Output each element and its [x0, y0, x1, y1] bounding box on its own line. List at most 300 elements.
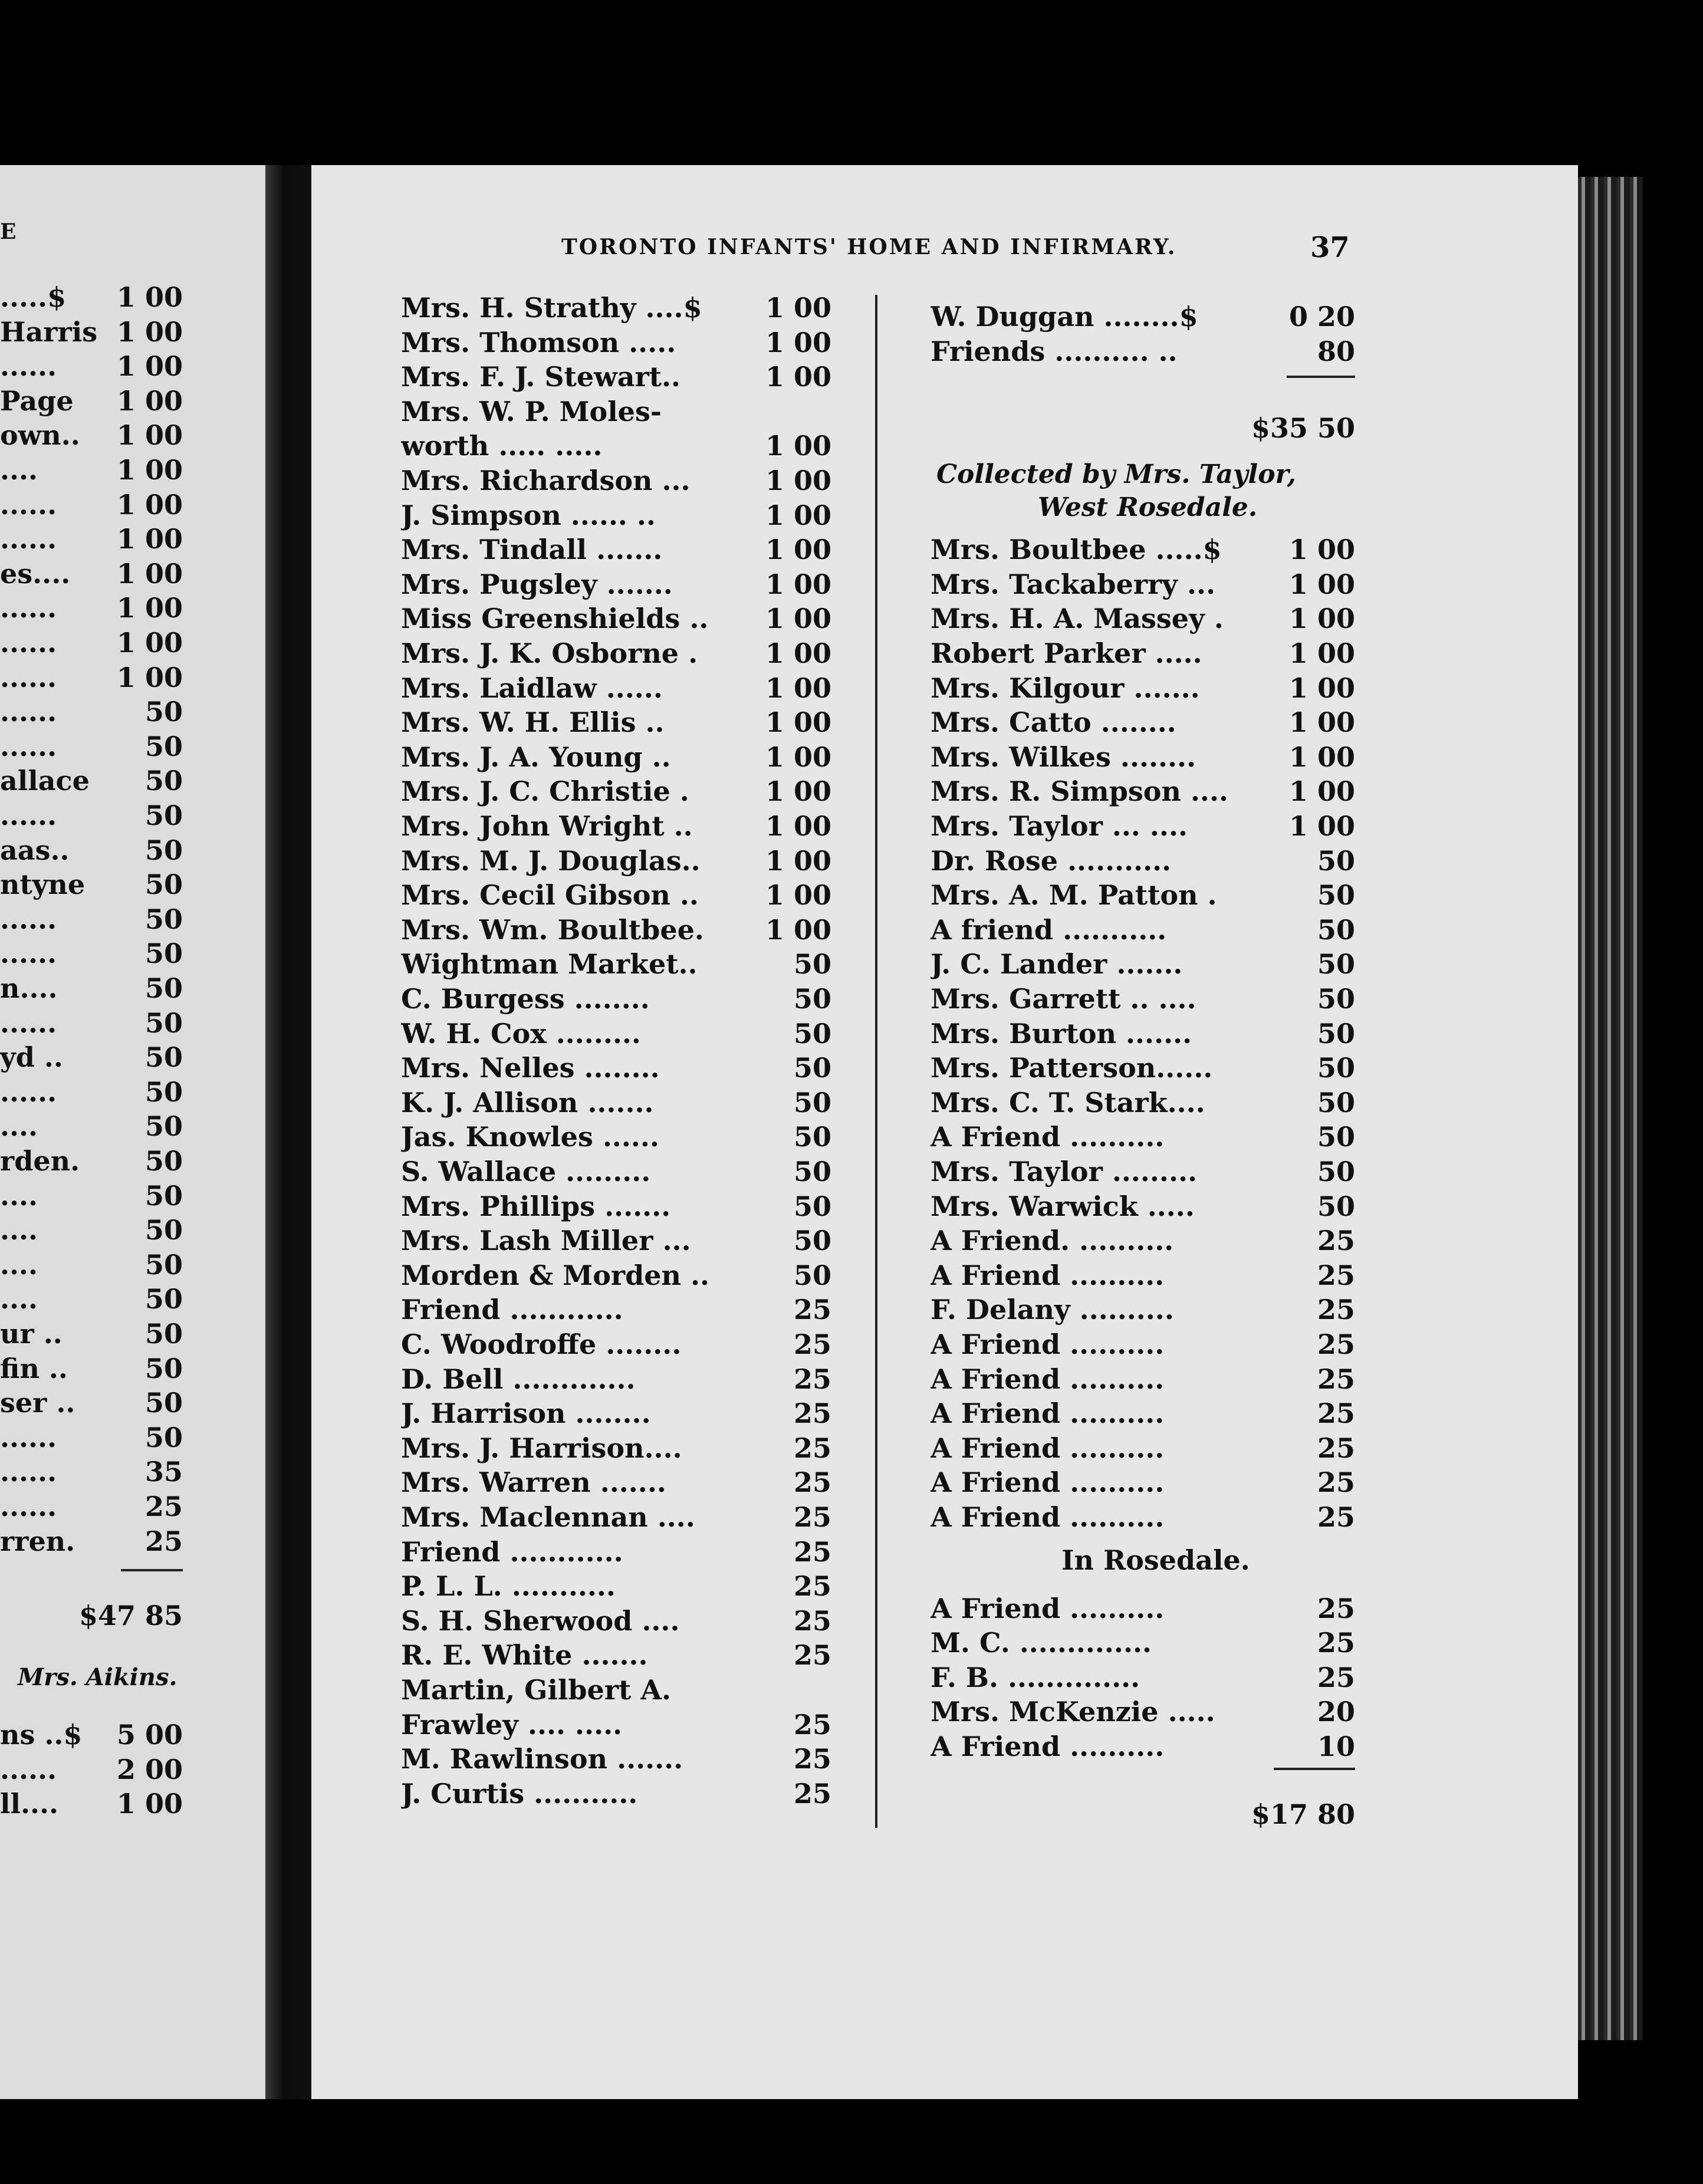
- donation-amount: 1 00: [765, 775, 831, 808]
- left-page-row: [0, 280, 183, 314]
- donation-amount: 1 00: [765, 603, 831, 635]
- donation-amount: 50: [144, 1387, 183, 1419]
- donor-name: fin ..: [0, 1352, 68, 1384]
- donor-name: S. Wallace .........: [401, 1156, 651, 1188]
- donor-row: [401, 360, 831, 394]
- donor-name: Mrs. C. T. Stark....: [931, 1086, 1205, 1119]
- donor-name: Mrs. Richardson ...: [401, 465, 691, 496]
- donor-name: W. H. Cox .........: [401, 1017, 641, 1050]
- donation-amount: 1 00: [1288, 672, 1355, 704]
- donor-name: J. Simpson ...... ..: [401, 499, 656, 531]
- donation-amount: 50: [144, 938, 183, 970]
- donor-name: ......: [0, 1491, 57, 1522]
- donation-amount: 1 00: [116, 350, 183, 383]
- donor-row: [931, 913, 1355, 947]
- donation-amount: 1 00: [765, 430, 831, 462]
- donation-amount: 25: [793, 1535, 831, 1568]
- donation-amount: 50: [144, 1421, 183, 1453]
- left-page-row: [0, 660, 183, 695]
- donation-amount: 50: [793, 1225, 831, 1257]
- donor-name: Robert Parker .....: [931, 637, 1202, 669]
- donation-amount: 1 00: [1288, 775, 1355, 808]
- donor-name: F. Delany ..........: [931, 1294, 1174, 1326]
- donor-row: [401, 567, 831, 601]
- left-page-row: [0, 1317, 183, 1351]
- left-page-row: [0, 1787, 183, 1821]
- donor-row: [931, 878, 1355, 912]
- donor-row: [931, 1120, 1355, 1154]
- donor-name: K. J. Allison .......: [401, 1086, 654, 1119]
- donation-amount: 50: [793, 1086, 831, 1119]
- donor-row: [401, 844, 831, 878]
- donor-name: rren.: [0, 1525, 75, 1557]
- donation-amount: 1 00: [765, 361, 831, 393]
- donor-row: [401, 1742, 831, 1776]
- donation-amount: 50: [144, 696, 183, 728]
- donation-amount: 50: [1317, 948, 1355, 981]
- donor-name: Mrs. Pugsley .......: [401, 568, 673, 600]
- donor-name: Mrs. Nelles ........: [401, 1052, 660, 1084]
- donor-name: Page: [0, 384, 74, 417]
- donation-amount: 50: [793, 1121, 831, 1153]
- donor-name: Morden & Morden ..: [401, 1259, 710, 1291]
- column-2-top-total: [931, 411, 1355, 445]
- left-page-row: [0, 349, 183, 383]
- left-page-total: [0, 1598, 183, 1633]
- donation-amount: 25: [1317, 1294, 1355, 1326]
- donor-row: [401, 1189, 831, 1223]
- donation-amount: $35 50: [1251, 412, 1355, 445]
- donor-name: Mrs. M. J. Douglas..: [401, 844, 701, 877]
- donor-row: [931, 1396, 1355, 1430]
- donor-name: ....: [0, 1179, 38, 1212]
- donor-row: [401, 1708, 831, 1742]
- donor-row: [401, 1258, 831, 1292]
- donor-row: [401, 1155, 831, 1189]
- donor-row: [931, 774, 1355, 808]
- donor-name: A Friend. ..........: [931, 1225, 1174, 1257]
- donor-row: [931, 947, 1355, 981]
- donor-row: [401, 1500, 831, 1534]
- donor-name: ......: [0, 1075, 57, 1108]
- donor-row: [931, 1258, 1355, 1292]
- donor-name: C. Burgess ........: [401, 983, 650, 1015]
- donation-amount: 1 00: [116, 592, 183, 624]
- donor-name: P. L. L. ...........: [401, 1570, 616, 1603]
- donation-amount: 25: [793, 1397, 831, 1430]
- donation-amount: 1 00: [765, 844, 831, 877]
- donation-amount: 50: [144, 1214, 183, 1246]
- donor-row: [931, 1223, 1355, 1258]
- donor-name: yd ..: [0, 1041, 63, 1074]
- donation-amount: 1 00: [116, 523, 183, 555]
- left-page-row: [0, 522, 183, 556]
- donor-name: Mrs. H. Strathy ....$: [401, 292, 702, 324]
- donation-amount: 25: [144, 1525, 183, 1557]
- donation-amount: 25: [1317, 1466, 1355, 1499]
- left-page-row: [0, 867, 183, 902]
- donation-amount: 25: [1317, 1397, 1355, 1430]
- donor-name: Mrs. A. M. Patton .: [931, 879, 1217, 912]
- donor-row: [931, 1626, 1355, 1660]
- donor-name: Mrs. McKenzie .....: [931, 1696, 1215, 1728]
- donor-name: Mrs. Taylor ... ....: [931, 810, 1188, 842]
- donor-name: Dr. Rose ...........: [931, 844, 1172, 877]
- donor-row: [401, 1569, 831, 1603]
- donation-amount: 10: [1317, 1731, 1355, 1762]
- donor-row: [931, 1591, 1355, 1626]
- donation-amount: 1 00: [116, 1788, 183, 1820]
- donor-name: S. H. Sherwood ....: [401, 1604, 680, 1637]
- left-page-row: [0, 557, 183, 591]
- donor-name: Mrs. J. A. Young ..: [401, 741, 671, 773]
- left-page-row: [0, 936, 183, 971]
- donation-amount: 50: [144, 1041, 183, 1074]
- donor-name: ....: [0, 1283, 38, 1315]
- donation-amount: 25: [793, 1501, 831, 1533]
- donation-amount: 1 00: [116, 454, 183, 486]
- donation-amount: 50: [144, 765, 183, 797]
- donor-row: [401, 1223, 831, 1258]
- donor-row: [401, 1120, 831, 1154]
- donation-amount: 1 00: [765, 568, 831, 600]
- donation-amount: 1 00: [116, 661, 183, 693]
- donor-name: Friend ............: [401, 1535, 623, 1568]
- donation-amount: 50: [1317, 913, 1355, 946]
- donor-row: [931, 1695, 1355, 1729]
- donor-row: [931, 1362, 1355, 1396]
- donor-name: Harris: [0, 315, 98, 348]
- donor-name: ......: [0, 730, 57, 762]
- donor-name: Mrs. Kilgour .......: [931, 672, 1200, 704]
- donor-row: [931, 671, 1355, 705]
- donor-name: Mrs. Wilkes ........: [931, 741, 1196, 773]
- donation-amount: $17 80: [1251, 1798, 1355, 1830]
- donation-amount: 1 00: [1288, 637, 1355, 669]
- left-total-rule: [121, 1569, 183, 1571]
- donor-row: [931, 1086, 1355, 1120]
- donor-name: ur ..: [0, 1318, 63, 1350]
- donation-amount: 1 00: [765, 672, 831, 704]
- donor-name: Mrs. Maclennan ....: [401, 1501, 695, 1533]
- donor-name: A Friend ..........: [931, 1397, 1165, 1430]
- donor-name: Mrs. Catto ........: [931, 706, 1176, 739]
- donor-name: rden.: [0, 1145, 80, 1177]
- donor-name: worth ..... .....: [401, 430, 603, 462]
- donation-amount: 50: [144, 972, 183, 1004]
- left-page-row: [0, 764, 183, 798]
- donor-row: [401, 1086, 831, 1120]
- donation-amount: 25: [1317, 1592, 1355, 1624]
- donation-amount: 50: [144, 1075, 183, 1108]
- donation-amount: 50: [144, 1352, 183, 1384]
- donation-amount: 25: [793, 1604, 831, 1637]
- section-heading-in-rosedale: In Rosedale.: [1061, 1544, 1250, 1576]
- donation-amount: 1 00: [1288, 741, 1355, 773]
- donation-amount: 1 00: [1288, 706, 1355, 739]
- donation-amount: 25: [793, 1743, 831, 1775]
- donor-name: Mrs. J. K. Osborne .: [401, 637, 698, 669]
- donation-amount: 25: [1317, 1627, 1355, 1659]
- left-page-row: [0, 729, 183, 764]
- donor-row: [401, 429, 831, 463]
- donor-row: [931, 1155, 1355, 1189]
- donor-row: [401, 1051, 831, 1085]
- left-page-row: [0, 1144, 183, 1178]
- donor-name: M. Rawlinson .......: [401, 1743, 683, 1775]
- donor-name: ......: [0, 696, 57, 728]
- donation-amount: 50: [1317, 1086, 1355, 1119]
- donation-amount: 50: [1317, 1052, 1355, 1084]
- donor-name: Mrs. Warwick .....: [931, 1190, 1195, 1222]
- donor-name: A Friend ..........: [931, 1328, 1165, 1360]
- donation-amount: 50: [144, 1283, 183, 1315]
- donation-amount: 1 00: [116, 627, 183, 659]
- donor-row: [931, 1500, 1355, 1534]
- donor-name: Friend ............: [401, 1294, 623, 1326]
- left-page-row: [0, 1718, 183, 1752]
- left-page-row: [0, 1524, 183, 1558]
- donor-name: ns ..$: [0, 1719, 83, 1751]
- page-header-title: TORONTO INFANTS' HOME AND INFIRMARY.: [561, 235, 1177, 259]
- donation-amount: 50: [1317, 1156, 1355, 1188]
- donation-amount: 25: [793, 1294, 831, 1326]
- donor-name: Mrs. Boultbee .....$: [931, 534, 1222, 566]
- donor-name: A Friend ..........: [931, 1466, 1165, 1499]
- donation-amount: 1 00: [765, 499, 831, 531]
- left-page-row: [0, 1386, 183, 1420]
- donor-name: Mrs. Lash Miller ...: [401, 1225, 691, 1257]
- donation-amount: 1 00: [765, 292, 831, 324]
- donor-row: [931, 1051, 1355, 1085]
- donor-name: A Friend ..........: [931, 1259, 1165, 1291]
- donor-name: own..: [0, 419, 80, 452]
- left-page-row: [0, 1179, 183, 1213]
- donor-name: Wightman Market..: [401, 948, 698, 981]
- left-page-row: [0, 488, 183, 522]
- donor-row: [931, 844, 1355, 878]
- donation-amount: 1 00: [1288, 603, 1355, 635]
- donation-amount: 25: [793, 1328, 831, 1360]
- donor-name: allace: [0, 765, 90, 797]
- left-page-header: E: [0, 219, 17, 244]
- donor-name: Mrs. Patterson......: [931, 1052, 1213, 1084]
- left-page-row: [0, 1075, 183, 1109]
- donation-amount: 25: [793, 1777, 831, 1810]
- donor-name: A Friend ..........: [931, 1363, 1165, 1395]
- book-gutter: [265, 165, 311, 2099]
- donor-row: [931, 809, 1355, 843]
- donor-name: Mrs. Warren .......: [401, 1466, 666, 1499]
- donation-amount: 1 00: [765, 534, 831, 566]
- donor-name: Mrs. Garrett .. ....: [931, 983, 1196, 1015]
- donor-row: [401, 1604, 831, 1638]
- donation-amount: 1 00: [116, 488, 183, 521]
- donor-row: [401, 740, 831, 774]
- donor-name: J. Curtis ...........: [401, 1777, 638, 1810]
- donor-name: ......: [0, 1007, 57, 1039]
- donation-amount: 50: [144, 800, 183, 831]
- donor-name: A Friend ..........: [931, 1121, 1165, 1153]
- donor-name: A Friend ..........: [931, 1432, 1165, 1464]
- donor-name: ......: [0, 903, 57, 935]
- donor-row: [401, 671, 831, 705]
- donor-row: [401, 394, 831, 429]
- donation-amount: 50: [793, 1017, 831, 1050]
- donation-amount: 50: [1317, 1190, 1355, 1222]
- page-number: 37: [1310, 231, 1350, 264]
- left-page-row: [0, 626, 183, 660]
- column-2-bottom-total: [931, 1797, 1355, 1831]
- donor-name: J. Harrison ........: [401, 1397, 651, 1430]
- donation-amount: 50: [1317, 879, 1355, 912]
- donor-name: ......: [0, 1421, 57, 1453]
- donation-amount: 25: [793, 1708, 831, 1741]
- donor-name: Miss Greenshields ..: [401, 603, 709, 635]
- donation-amount: 1 00: [116, 557, 183, 590]
- donor-row: [401, 325, 831, 360]
- donor-name: Mrs. Thomson .....: [401, 326, 676, 358]
- donor-name: F. B. ..............: [931, 1661, 1140, 1693]
- donation-amount: 50: [144, 834, 183, 866]
- page-edges-stack: [1578, 177, 1643, 2040]
- left-page-row: [0, 591, 183, 625]
- donor-row: [401, 1673, 831, 1707]
- donor-name: Mrs. Taylor .........: [931, 1156, 1197, 1188]
- donor-name: Mrs. Laidlaw ......: [401, 672, 663, 704]
- donation-amount: 2 00: [116, 1753, 183, 1785]
- donation-amount: 25: [793, 1570, 831, 1603]
- donor-row: [401, 1327, 831, 1361]
- donation-amount: 25: [1317, 1225, 1355, 1257]
- donation-amount: 1 00: [116, 419, 183, 452]
- donor-name: Mrs. Burton .......: [931, 1017, 1192, 1050]
- donor-row: [401, 463, 831, 498]
- donor-name: Mrs. Tindall .......: [401, 534, 663, 566]
- donation-amount: 50: [793, 1052, 831, 1084]
- donor-row: [931, 1292, 1355, 1327]
- column-divider: [875, 295, 877, 1828]
- donor-name: ....: [0, 1110, 38, 1143]
- column-2-top-total-rule: [1287, 376, 1355, 378]
- donor-name: R. E. White .......: [401, 1639, 648, 1672]
- donation-amount: 1 00: [1288, 568, 1355, 600]
- left-page-row: [0, 1455, 183, 1489]
- donation-amount: 20: [1317, 1696, 1355, 1728]
- donor-name: ......: [0, 1456, 57, 1488]
- donation-amount: 25: [793, 1639, 831, 1672]
- donor-name: es....: [0, 557, 71, 590]
- left-page-row: [0, 453, 183, 487]
- donor-row: [931, 1189, 1355, 1223]
- donation-amount: 50: [144, 903, 183, 935]
- donation-amount: 50: [1317, 983, 1355, 1015]
- section-heading-collected: Collected by Mrs. Taylor,: [936, 459, 1296, 490]
- donor-name: Mrs. W. H. Ellis ..: [401, 706, 665, 739]
- donor-name: Frawley .... .....: [401, 1708, 623, 1741]
- donor-name: Friends .......... ..: [931, 335, 1178, 367]
- donor-row: [931, 601, 1355, 636]
- donor-row: [401, 913, 831, 947]
- donor-row: [401, 947, 831, 981]
- donor-row: [401, 1362, 831, 1396]
- donor-name: ....: [0, 1248, 38, 1281]
- donor-row: [931, 1465, 1355, 1499]
- donor-name: Martin, Gilbert A.: [401, 1674, 672, 1706]
- donor-row: [401, 1535, 831, 1569]
- donation-amount: 50: [144, 869, 183, 901]
- donation-amount: 0 20: [1288, 301, 1355, 333]
- donation-amount: 35: [144, 1456, 183, 1488]
- donation-amount: 25: [1317, 1501, 1355, 1533]
- left-page-row: [0, 384, 183, 418]
- donor-row: [401, 532, 831, 567]
- left-page-row: [0, 1109, 183, 1143]
- donor-name: ......: [0, 800, 57, 831]
- left-page-row: [0, 315, 183, 349]
- donor-row: [931, 1729, 1355, 1764]
- left-page-row: [0, 1351, 183, 1386]
- donation-amount: 50: [793, 948, 831, 981]
- donation-amount: 25: [793, 1432, 831, 1464]
- donation-amount: 5 00: [116, 1719, 183, 1751]
- donation-amount: 25: [793, 1466, 831, 1499]
- left-page-row: [0, 902, 183, 936]
- donation-amount: 1 00: [1288, 534, 1355, 566]
- donation-amount: 50: [144, 1145, 183, 1177]
- donation-amount: 50: [1317, 1017, 1355, 1050]
- donor-name: ll....: [0, 1788, 59, 1820]
- donation-amount: 25: [1317, 1363, 1355, 1395]
- donation-amount: 1 00: [765, 810, 831, 842]
- donation-amount: 25: [1317, 1328, 1355, 1360]
- donor-row: [401, 498, 831, 532]
- donation-amount: 1 00: [765, 913, 831, 946]
- donor-name: D. Bell .............: [401, 1363, 636, 1395]
- donor-name: Mrs. Tackaberry ...: [931, 568, 1216, 600]
- donor-name: ....: [0, 454, 38, 486]
- donor-name: ......: [0, 350, 57, 383]
- column-2-bottom-total-rule: [1274, 1768, 1355, 1770]
- donation-amount: 50: [1317, 844, 1355, 877]
- donor-name: Mrs. J. C. Christie .: [401, 775, 689, 808]
- donor-name: Mrs. F. J. Stewart..: [401, 361, 681, 393]
- donation-amount: 1 00: [765, 326, 831, 358]
- donor-row: [401, 878, 831, 912]
- donation-amount: 1 00: [765, 637, 831, 669]
- donation-amount: 80: [1317, 335, 1355, 367]
- donor-name: ser ..: [0, 1387, 75, 1419]
- donor-row: [931, 1431, 1355, 1465]
- donation-amount: 1 00: [765, 465, 831, 496]
- donor-name: Mrs. Cecil Gibson ..: [401, 879, 699, 912]
- donation-amount: 25: [793, 1363, 831, 1395]
- donation-amount: 1 00: [116, 384, 183, 417]
- donor-row: [931, 636, 1355, 670]
- left-page-row: [0, 1006, 183, 1040]
- donor-name: ......: [0, 627, 57, 659]
- donor-name: J. C. Lander .......: [931, 948, 1183, 981]
- donation-amount: 50: [144, 1248, 183, 1281]
- donor-name: ......: [0, 523, 57, 555]
- donation-amount: 25: [1317, 1259, 1355, 1291]
- donor-row: [401, 1777, 831, 1811]
- donor-name: Mrs. R. Simpson ....: [931, 775, 1228, 808]
- donor-name: ......: [0, 938, 57, 970]
- donation-amount: 50: [793, 1259, 831, 1291]
- left-page-row: [0, 1213, 183, 1247]
- donor-row: [401, 1017, 831, 1051]
